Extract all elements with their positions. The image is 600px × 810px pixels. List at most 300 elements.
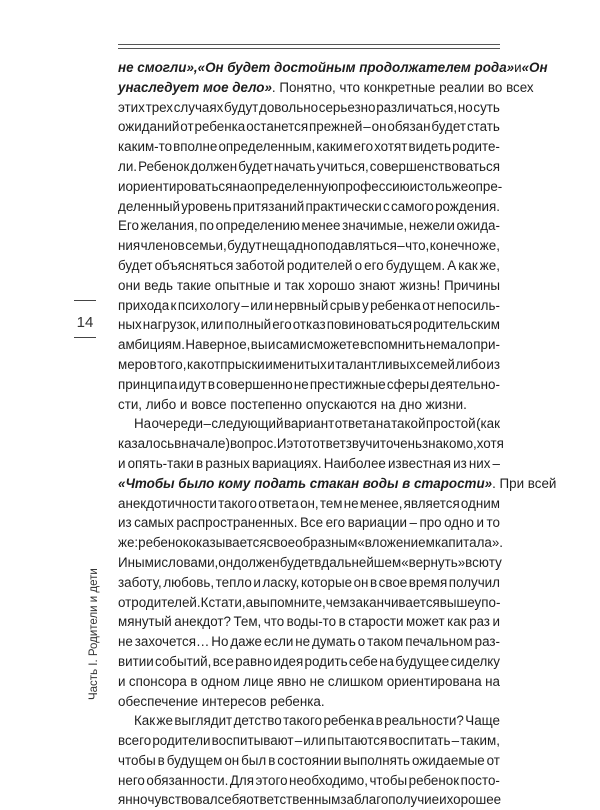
word: знакомо, <box>421 436 477 452</box>
word: Наиболее <box>323 455 386 471</box>
word: пытаются <box>327 733 388 749</box>
word: вариации <box>347 515 407 531</box>
word: спонсора <box>128 673 187 689</box>
text-line <box>118 533 504 553</box>
word: психологу <box>177 297 240 313</box>
word: его <box>364 257 384 273</box>
word: посто- <box>460 772 500 788</box>
word: объясняться <box>154 257 234 273</box>
word: он <box>224 752 240 768</box>
word: – <box>203 416 211 432</box>
word: профессию <box>338 178 410 194</box>
word: янно <box>118 792 148 808</box>
word: одним <box>460 495 500 511</box>
word: талантливых <box>335 356 416 372</box>
word: обязанности. <box>146 772 229 788</box>
word: его <box>272 317 292 333</box>
word: полный <box>224 317 272 333</box>
word: деленный <box>118 198 180 214</box>
word: значимые, <box>342 218 408 234</box>
word: тем <box>319 495 343 511</box>
word: время <box>408 574 448 590</box>
word: нежели <box>408 218 455 234</box>
word: притязаний <box>232 198 305 214</box>
word: ласку, <box>262 574 300 590</box>
word: будет <box>431 119 466 135</box>
word: Ребенок <box>138 158 190 174</box>
word: и <box>118 673 126 689</box>
word: «Он <box>521 60 548 75</box>
word: конечно <box>429 238 480 254</box>
word: простой <box>425 416 476 432</box>
word: таком <box>367 634 404 650</box>
word: ориентироваться <box>125 178 233 194</box>
word: сферы <box>386 376 430 392</box>
word: либо <box>455 356 486 372</box>
text-line <box>118 236 500 256</box>
word: старости <box>348 614 404 630</box>
word: него <box>118 772 145 788</box>
word: знают <box>358 277 396 293</box>
word: чем <box>325 594 350 610</box>
word: этот <box>286 436 313 452</box>
word: анекдот? <box>174 614 231 630</box>
word: себя <box>217 792 247 808</box>
word: . При всей <box>492 475 557 491</box>
word: из <box>486 356 500 372</box>
word: нещадно <box>261 238 318 254</box>
word: деятельно- <box>430 376 500 392</box>
word: такие <box>176 277 212 293</box>
word: не смогли», <box>118 60 198 75</box>
word: равно <box>235 653 272 669</box>
word: от <box>180 119 194 135</box>
word: видеть <box>408 139 451 155</box>
word: Кстати, <box>200 594 246 610</box>
word: ребенок <box>138 535 189 551</box>
word: сти, либо и вовсе постепенно опускаются на дно жизни. <box>118 396 467 412</box>
word: Чаще <box>465 713 500 729</box>
word: нагрузок, <box>142 317 200 333</box>
word: сможете <box>307 337 360 353</box>
top-rule-2 <box>118 48 500 49</box>
word: отказ <box>292 317 326 333</box>
word: что <box>263 614 285 630</box>
word: будут <box>224 99 259 115</box>
word: отпрыски <box>207 356 265 372</box>
word: раз- <box>474 634 500 650</box>
running-head: Часть I. Родители и дети <box>88 568 100 700</box>
word: любовь, <box>163 574 215 590</box>
word: был <box>241 752 267 768</box>
word: – <box>451 733 460 749</box>
text-line <box>118 672 500 692</box>
text-line <box>118 652 500 672</box>
word: самых <box>134 515 174 531</box>
word: ту <box>488 554 502 570</box>
word: всю <box>465 554 489 570</box>
word: у <box>362 297 369 313</box>
word: чувствовал <box>147 792 218 808</box>
word: свое <box>378 574 408 590</box>
text-line <box>118 751 500 771</box>
word: Наверное, <box>185 337 251 353</box>
text-line <box>118 593 500 613</box>
word: такого <box>218 495 257 511</box>
word: всего <box>118 733 152 749</box>
text-line <box>118 58 548 78</box>
text-line <box>118 276 500 296</box>
word: в <box>196 455 204 471</box>
word: его <box>325 515 346 531</box>
word: событий, <box>154 653 212 669</box>
text-line <box>118 296 500 316</box>
word: не <box>343 495 359 511</box>
word: – <box>492 455 500 471</box>
word: же, <box>479 257 500 273</box>
word: и <box>118 178 126 194</box>
word: но <box>457 99 473 115</box>
word: серьезно <box>318 99 376 115</box>
word: случаях <box>173 99 224 115</box>
word: воспитать <box>388 733 451 749</box>
word: (как <box>476 416 500 432</box>
word: того, <box>157 356 187 372</box>
word: различаться, <box>376 99 458 115</box>
word: обеспечение интересов ребенка. <box>118 693 325 709</box>
word: будет <box>279 554 315 570</box>
word: вспомнить <box>360 337 426 353</box>
word: меров <box>118 356 157 372</box>
word: . Понятно, что конкретные реалии во всех <box>271 79 534 95</box>
word: принципа <box>118 376 178 392</box>
word: воспитывают <box>211 733 294 749</box>
word: трех <box>145 99 174 115</box>
word: к <box>170 297 177 313</box>
text-line <box>118 771 500 791</box>
word: – <box>397 238 405 254</box>
word: повиноваться <box>326 317 412 333</box>
word: ли. <box>118 158 138 174</box>
text-line <box>118 692 500 712</box>
word: опытные <box>214 277 270 293</box>
word: семьи, <box>185 238 227 254</box>
word: реальности? <box>384 713 464 729</box>
text-line <box>118 157 500 177</box>
word: тепло <box>215 574 252 590</box>
word: же <box>451 178 469 194</box>
word: должен <box>190 158 238 174</box>
text-line <box>118 454 500 474</box>
text-line <box>118 375 500 395</box>
word: же: <box>118 535 139 551</box>
text-line <box>118 137 500 157</box>
word: из <box>118 515 132 531</box>
word: которые <box>300 574 353 590</box>
word: Но <box>211 634 229 650</box>
word: амбициям. <box>118 337 185 353</box>
word: благополучие <box>353 792 440 808</box>
word: будет <box>238 158 273 174</box>
word: вышеупо- <box>439 594 501 610</box>
word: Как <box>134 713 156 729</box>
word: или <box>200 317 224 333</box>
word: таким, <box>460 733 500 749</box>
word: «Он будет достойным продолжателем рода» <box>197 60 515 75</box>
word: ведь <box>144 277 174 293</box>
word: чтобы <box>369 772 408 788</box>
word: начать <box>273 158 316 174</box>
word: в <box>207 376 215 392</box>
top-rule-1 <box>118 44 500 45</box>
word: за <box>340 792 354 808</box>
word: помните, <box>269 594 326 610</box>
word: мянутый <box>118 614 172 630</box>
word: будет <box>118 257 153 273</box>
word: А <box>447 257 457 273</box>
word: в <box>157 752 165 768</box>
word: о <box>354 257 363 273</box>
word: слишком <box>327 673 384 689</box>
word: про <box>419 515 442 531</box>
word: определенным, <box>218 139 316 155</box>
word: как <box>447 614 467 630</box>
word: немало <box>425 337 473 353</box>
word: желания, <box>140 218 198 234</box>
word: родительским <box>413 317 500 333</box>
text-line <box>118 177 503 197</box>
word: что, <box>405 238 430 254</box>
word: думать <box>312 634 356 650</box>
word: менее, <box>359 495 403 511</box>
text-line <box>118 513 500 533</box>
word: хорошо <box>307 277 356 293</box>
word: так <box>284 277 305 293</box>
word: он <box>353 574 369 590</box>
word: этих <box>118 99 145 115</box>
word: распространенных. <box>176 515 298 531</box>
word: прихода <box>118 297 170 313</box>
word: в <box>268 752 276 768</box>
word: совершенствоваться <box>369 158 500 174</box>
word: срыв <box>329 297 361 313</box>
word: или <box>250 297 273 313</box>
word: и <box>327 356 335 372</box>
word: ребенок <box>408 772 460 788</box>
word: вариант <box>283 416 335 432</box>
word: и <box>253 574 261 590</box>
word: родителей. <box>131 594 201 610</box>
word: Все <box>299 515 324 531</box>
word: с <box>383 198 390 214</box>
word: менее <box>301 218 341 234</box>
word: ния <box>118 238 141 254</box>
word: родителей <box>286 257 353 273</box>
word: может <box>406 614 445 630</box>
word: если <box>263 634 294 650</box>
word: вы <box>253 594 270 610</box>
word: следующий <box>211 416 284 432</box>
word: хотя <box>476 436 504 452</box>
word: воды-то <box>286 614 337 630</box>
word: будут <box>227 238 262 254</box>
word: дальнейшем <box>321 554 402 570</box>
text-line <box>118 711 500 731</box>
word: и <box>409 178 418 194</box>
word: он, <box>300 495 319 511</box>
text-line <box>118 335 500 355</box>
word: и <box>476 515 484 531</box>
word: разных <box>205 455 250 471</box>
word: вы <box>250 337 268 353</box>
word: нервный <box>274 297 329 313</box>
text-line <box>118 553 500 573</box>
word: не <box>293 376 309 392</box>
word: себе <box>348 653 378 669</box>
word: анекдотичности <box>118 495 217 511</box>
word: и <box>439 792 447 808</box>
word: ответа <box>258 495 299 511</box>
word: на <box>485 673 500 689</box>
word: ребенка <box>323 713 375 729</box>
word: останется <box>246 119 309 135</box>
word: заботу, <box>118 574 162 590</box>
word: должен <box>233 554 280 570</box>
word: практически <box>305 198 382 214</box>
text-line <box>118 731 500 751</box>
word: заботой <box>235 257 285 273</box>
word: на <box>379 653 394 669</box>
word: его <box>353 139 374 155</box>
word: и <box>514 60 522 75</box>
word: как <box>186 356 207 372</box>
word: и <box>267 337 276 353</box>
word: Тем, <box>233 614 262 630</box>
word: идея <box>273 653 304 669</box>
word: получил <box>448 574 500 590</box>
text-line <box>118 216 500 236</box>
word: печальном <box>405 634 473 650</box>
word: от <box>118 594 132 610</box>
word: родить <box>304 653 348 669</box>
word: даже <box>230 634 262 650</box>
word: На <box>134 416 152 432</box>
word: на <box>232 178 248 194</box>
text-line <box>118 632 500 652</box>
word: а <box>245 594 254 610</box>
word: определенную <box>247 178 339 194</box>
word: состоянии <box>277 752 342 768</box>
word: одно <box>444 515 474 531</box>
word: выглядит <box>174 713 233 729</box>
word: от <box>422 297 436 313</box>
word: такой <box>391 416 426 432</box>
word: Причины <box>443 277 500 293</box>
word: или <box>303 733 327 749</box>
word: ребенка <box>194 119 246 135</box>
word: – <box>241 297 249 313</box>
word: жизнь! <box>399 277 441 293</box>
text-line <box>118 395 500 415</box>
word: вопрос. <box>229 436 277 452</box>
word: «вложением <box>357 535 435 551</box>
body-text <box>118 58 557 810</box>
word: сиделку <box>450 653 500 669</box>
word: столь <box>417 178 452 194</box>
word: унаследует мое дело» <box>118 79 272 95</box>
word: них <box>468 455 491 471</box>
word: заканчивается <box>349 594 440 610</box>
word: все <box>212 653 234 669</box>
word: именитых <box>265 356 327 372</box>
word: хорошее <box>446 792 502 808</box>
word: вполне <box>173 139 218 155</box>
text-line <box>118 355 500 375</box>
word: будущем <box>166 752 223 768</box>
word: витии <box>118 653 154 669</box>
text-line <box>118 790 500 810</box>
text-line <box>118 434 504 454</box>
word: Его <box>118 218 139 234</box>
word: является <box>403 495 460 511</box>
word: ных <box>118 317 142 333</box>
text-line <box>118 414 500 434</box>
word: ожиданий <box>118 119 180 135</box>
word: Для <box>229 772 254 788</box>
word: каким-то <box>118 139 173 155</box>
word: не <box>118 634 133 650</box>
word: не <box>295 634 311 650</box>
word: суть <box>473 99 500 115</box>
word: в <box>338 614 346 630</box>
page-number: 14 <box>76 314 94 331</box>
word: известная <box>388 455 451 471</box>
word: каким <box>316 139 353 155</box>
word: явно <box>276 673 307 689</box>
word: совершенно <box>216 376 293 392</box>
word: прежней <box>309 119 363 135</box>
word: они <box>118 277 141 293</box>
word: то <box>486 515 500 531</box>
word: определению <box>215 218 300 234</box>
word: ответ <box>312 436 346 452</box>
word: ожидаемые <box>411 752 485 768</box>
word: и <box>118 455 126 471</box>
word: довольно <box>259 99 319 115</box>
word: будущем. <box>385 257 446 273</box>
word: необходимо, <box>289 772 368 788</box>
word: и <box>273 277 282 293</box>
word: идут <box>178 376 207 392</box>
page-number-rule-bottom <box>74 337 96 338</box>
word: и <box>492 614 500 630</box>
page-number-rule-top <box>74 300 96 301</box>
word: непосиль- <box>436 297 500 313</box>
word: ожида- <box>456 218 500 234</box>
text-line <box>118 197 500 217</box>
word: в <box>375 713 383 729</box>
word: при- <box>473 337 500 353</box>
word: подавляться <box>318 238 397 254</box>
word: самого <box>391 198 434 214</box>
word: вариациях. <box>252 455 322 471</box>
text-line <box>118 573 500 593</box>
word: чтобы <box>118 752 156 768</box>
word: выполнять <box>343 752 410 768</box>
word: такого <box>283 713 323 729</box>
text-line <box>118 78 534 98</box>
word: детство <box>233 713 282 729</box>
